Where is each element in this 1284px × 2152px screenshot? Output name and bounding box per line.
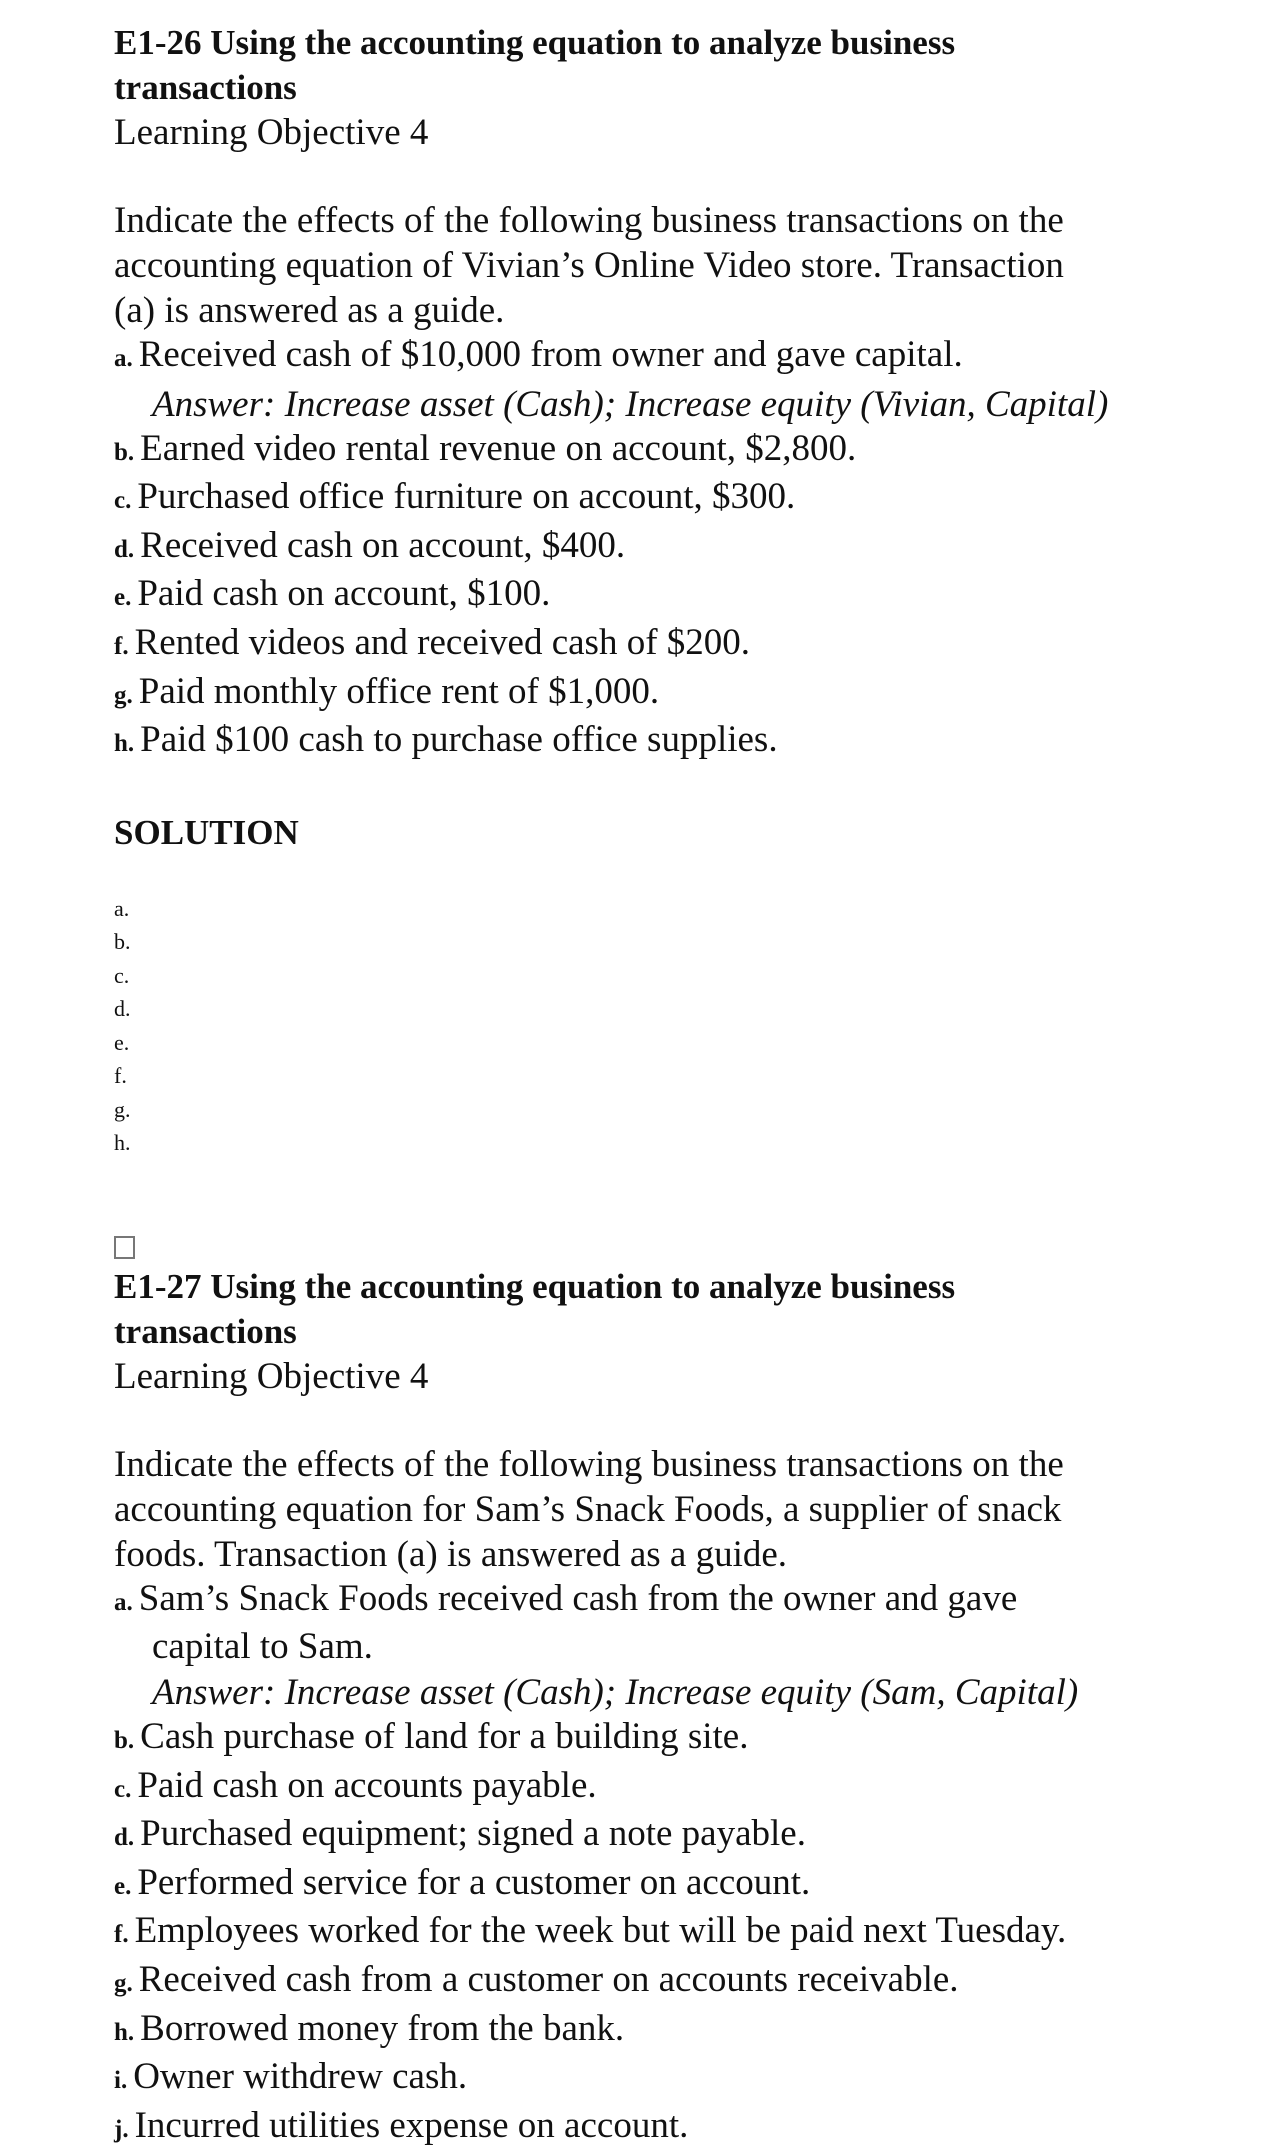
item-letter: c. [114, 1775, 132, 1803]
exercise-instructions: Indicate the effects of the following business transactions on the accounting equation of Vivian’s Online Video store. Transaction (a) is answered as a guide. [114, 200, 1064, 331]
item-text: Received cash of $10,000 from owner and gave capital. [138, 334, 963, 375]
item-letter: i. [114, 2067, 128, 2095]
exercise-e1-27 [114, 1264, 1264, 2152]
answer-guide: Answer: Increase asset (Cash); Increase equity (Sam, Capital) [152, 1671, 1079, 1713]
item-letter: e. [114, 584, 132, 612]
item-letter: a. [114, 345, 133, 372]
item-text: Employees worked for the week but will be paid next Tuesday. [134, 1910, 1067, 1952]
transaction-item-e [114, 1861, 1264, 1910]
transaction-item-b [114, 427, 1264, 476]
transaction-item-d [114, 524, 1264, 573]
item-letter: a. [114, 1588, 133, 1616]
item-text: Paid $100 cash to purchase office supplies. [140, 719, 778, 761]
item-text: Earned video rental revenue on account, $2,800. [140, 427, 857, 469]
transaction-item-a [114, 1577, 1264, 1626]
exercise-e1-26 [114, 20, 1264, 767]
item-letter: b. [114, 1726, 135, 1754]
item-letter: f. [114, 632, 129, 660]
transaction-item-a-continued: capital to Sam. [152, 1626, 373, 1668]
document-page [114, 20, 1264, 2152]
item-text: Cash purchase of land for a building site. [140, 1715, 749, 1757]
solution-section [114, 810, 1264, 1160]
transaction-item-h [114, 718, 1264, 767]
item-text: Sam’s Snack Foods received cash from the owner and gave [138, 1577, 1018, 1619]
transaction-list [114, 1577, 1264, 2152]
item-letter: d. [114, 535, 135, 563]
transaction-item-b [114, 1715, 1264, 1764]
item-text: Performed service for a customer on account. [137, 1861, 811, 1903]
solution-item: c. [114, 962, 130, 988]
item-letter: h. [114, 730, 135, 758]
transaction-item-c [114, 1764, 1264, 1813]
solution-item: d. [114, 996, 131, 1022]
item-text: Rented videos and received cash of $200. [134, 621, 751, 663]
exercise-title: E1-26 Using the accounting equation to analyze business transactions [114, 23, 956, 107]
solution-list [114, 892, 1264, 1160]
item-text: Paid monthly office rent of $1,000. [138, 670, 660, 712]
transaction-item-i [114, 2055, 1264, 2104]
transaction-item-g [114, 670, 1264, 719]
transaction-item-g [114, 1958, 1264, 2007]
item-letter: b. [114, 438, 135, 466]
item-letter: g. [114, 681, 133, 709]
exercise-instructions: Indicate the effects of the following business transactions on the accounting equation for Sam’s Snack Foods, a supplier of snack foods. Transaction (a) is answered as a guide. [114, 1443, 1064, 1575]
transaction-item-c [114, 475, 1264, 524]
item-text: Purchased equipment; signed a note payable. [140, 1813, 806, 1855]
item-text: Paid cash on account, $100. [137, 573, 551, 615]
item-text: Received cash from a customer on accounts receivable. [138, 1958, 959, 2000]
solution-item: g. [114, 1096, 131, 1122]
solution-item: f. [114, 1063, 127, 1089]
solution-title: SOLUTION [114, 812, 299, 852]
item-letter: h. [114, 2018, 135, 2046]
item-letter: j. [114, 2115, 129, 2143]
item-text: Borrowed money from the bank. [140, 2007, 625, 2049]
transaction-item-f [114, 621, 1264, 670]
transaction-item-d [114, 1812, 1264, 1861]
item-letter: f. [114, 1921, 129, 1949]
solution-item: e. [114, 1029, 130, 1055]
transaction-item-e [114, 572, 1264, 621]
item-text: Paid cash on accounts payable. [137, 1764, 597, 1806]
item-letter: g. [114, 1969, 133, 1997]
item-letter: e. [114, 1872, 132, 1900]
solution-item: b. [114, 929, 131, 955]
transaction-item-f [114, 1909, 1264, 1958]
item-text: Owner withdrew cash. [133, 2056, 468, 2098]
item-letter: d. [114, 1824, 135, 1852]
learning-objective: Learning Objective 4 [114, 112, 429, 153]
exercise-title: E1-27 Using the accounting equation to analyze business transactions [114, 1266, 956, 1351]
solution-item: a. [114, 895, 130, 921]
transaction-item-j [114, 2104, 1264, 2152]
transaction-item-a [114, 333, 1264, 382]
answer-guide: Answer: Increase asset (Cash); Increase equity (Vivian, Capital) [152, 383, 1109, 425]
transaction-list [114, 333, 1264, 767]
learning-objective: Learning Objective 4 [114, 1355, 429, 1397]
solution-item: h. [114, 1130, 131, 1156]
item-text: Purchased office furniture on account, $300. [137, 476, 796, 518]
item-letter: c. [114, 487, 132, 515]
item-text: Received cash on account, $400. [140, 524, 626, 566]
transaction-item-h [114, 2007, 1264, 2056]
checkbox[interactable] [114, 1236, 135, 1259]
item-text: Incurred utilities expense on account. [134, 2104, 689, 2146]
